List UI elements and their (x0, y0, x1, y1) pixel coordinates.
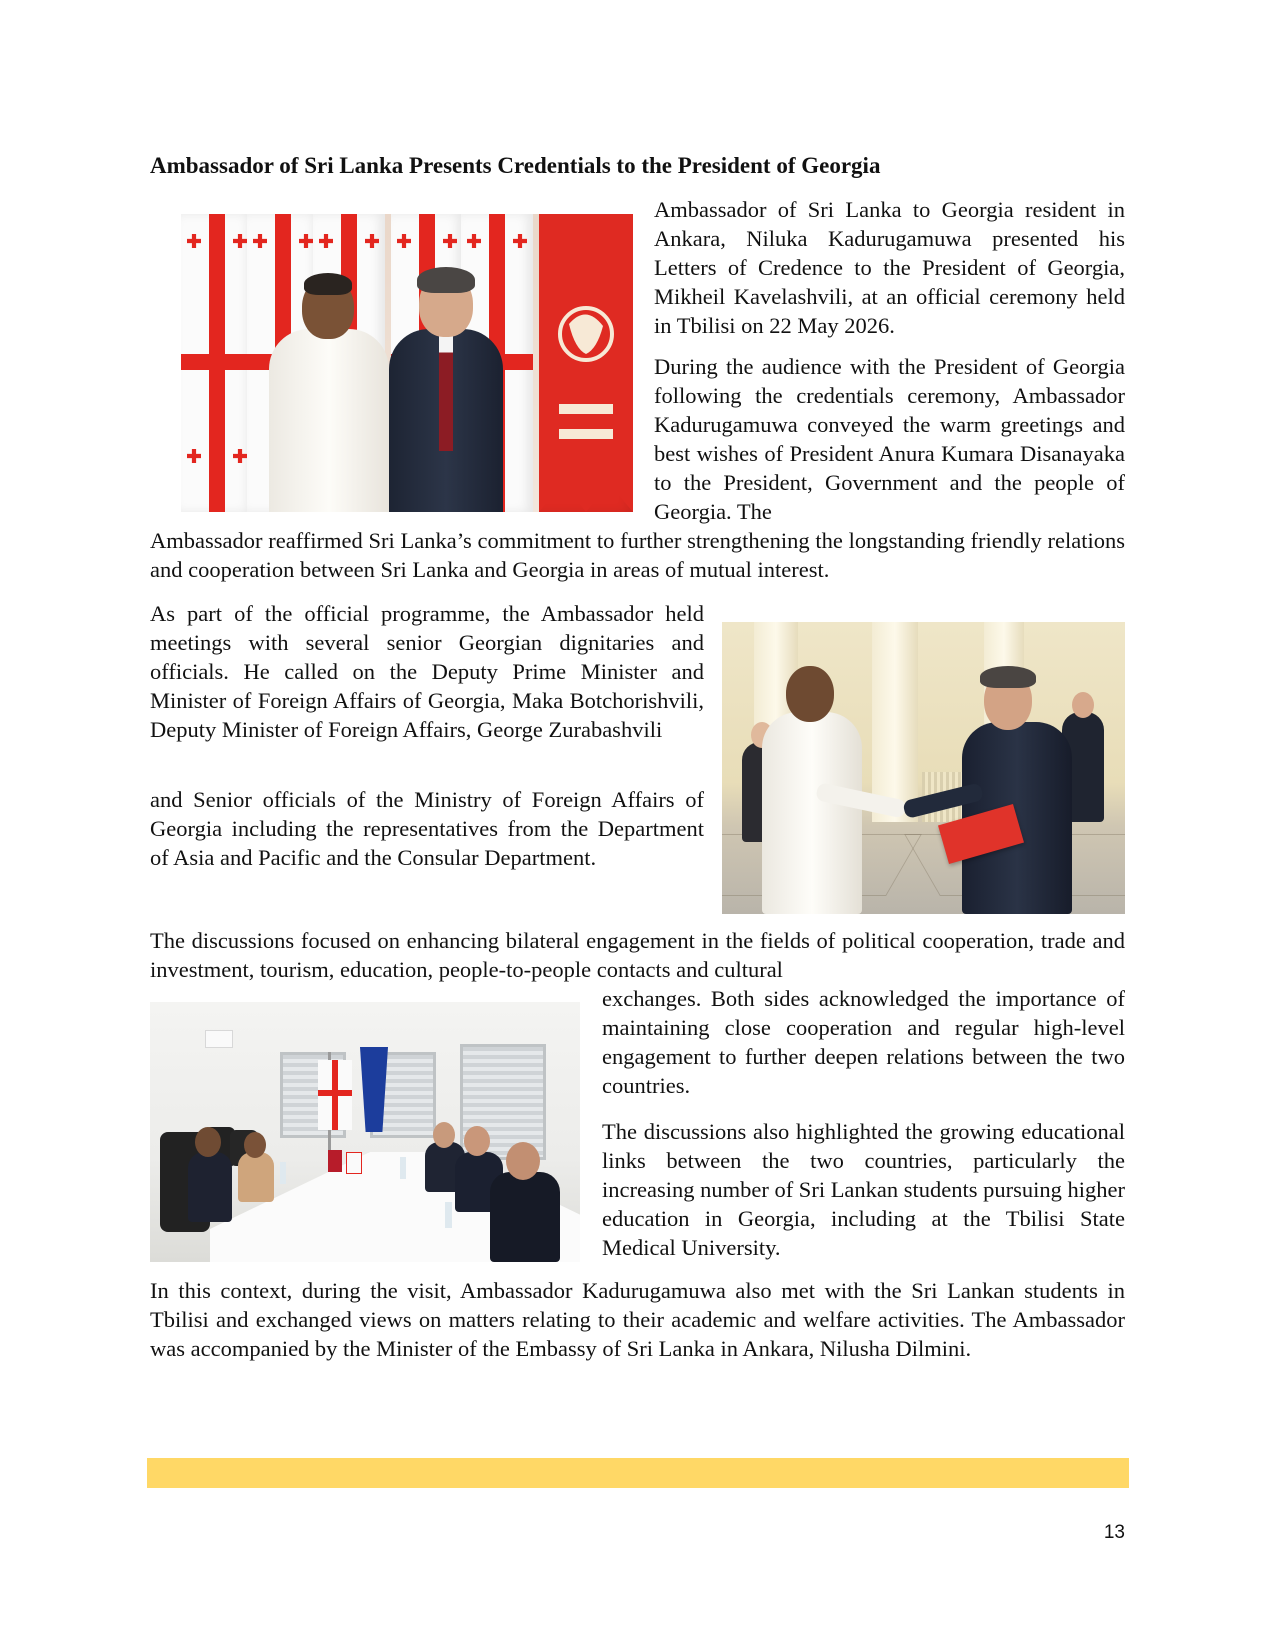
paragraph-discussions-part2: exchanges. Both sides acknowledged the importance of maintaining close cooperation and regular high-level engagement to further deepen relations between the two countries. (602, 986, 1125, 1098)
paragraph-education: The discussions also highlighted the growing educational links between the two countries, particularly the increasing number of Sri Lankan students pursuing higher education in Georgia, including at the Tbilisi State Medical University. (602, 1119, 1126, 1260)
paragraph-credentials: Ambassador of Sri Lanka to Georgia resident in Ankara, Niluka Kadurugamuwa presented his Letters of Credence to the President of Georgia, Mikheil Kavelashvili, at an official ceremony held in Tbilisi on 22 May 2026. (654, 197, 1125, 338)
paragraph-discussions-part1: The discussions focused on enhancing bilateral engagement in the fields of political cooperation, trade and investment, tourism, education, people-to-people contacts and cultural (150, 928, 1125, 982)
paragraph-audience-part1: During the audience with the President of Georgia following the credentials ceremony, Ambassador Kadurugamuwa conveyed the warm greetings and best wishes of President Anura Kumara Disanayaka to the President, Government and the people of Georgia. The (654, 354, 1125, 524)
paragraph-audience-part2: Ambassador reaffirmed Sri Lanka’s commitment to further strengthening the longstanding friendly relations and cooperation between Sri Lanka and Georgia in areas of mutual interest. (150, 528, 1125, 582)
meeting-room-photo (150, 1002, 580, 1262)
paragraph-senior-officials: and Senior officials of the Ministry of Foreign Affairs of Georgia including the representatives from the Department of Asia and Pacific and the Consular Department. (150, 787, 704, 870)
page-number: 13 (1103, 1522, 1125, 1543)
handshake-photo (722, 622, 1125, 914)
paragraph-meetings: As part of the official programme, the Ambassador held meetings with several senior Georgian dignitaries and officials. He called on the Deputy Prime Minister and Minister of Foreign Affairs of Georgia, Maka Botchorishvili, Deputy Minister of Foreign Affairs, George Zurabashvili (150, 601, 704, 742)
paragraph-students: In this context, during the visit, Ambassador Kadurugamuwa also met with the Sri Lankan students in Tbilisi and exchanged views on matters relating to their academic and welfare activities. The Ambassador was accompanied by the Minister of the Embassy of Sri Lanka in Ankara, Nilusha Dilmini. (150, 1278, 1125, 1361)
credentials-ceremony-photo (181, 214, 633, 512)
footer-band (147, 1458, 1129, 1488)
article-title: Ambassador of Sri Lanka Presents Credentials to the President of Georgia (150, 153, 881, 178)
